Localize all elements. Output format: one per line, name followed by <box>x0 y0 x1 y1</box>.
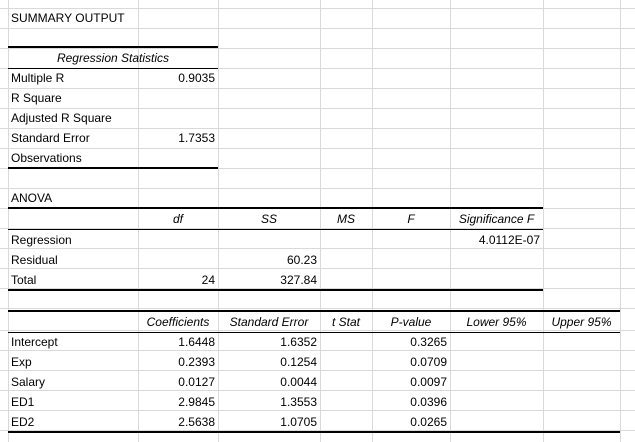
coef-cell: 0.3265 <box>410 335 447 349</box>
coef-row-label: Exp <box>11 355 32 369</box>
coef-cell: 0.0097 <box>410 375 447 389</box>
coef-cell: 0.0127 <box>178 375 215 389</box>
coef-col-header: Standard Error <box>229 315 309 329</box>
stat-value: 0.9035 <box>178 71 215 85</box>
coef-col-header: Coefficients <box>146 315 210 329</box>
anova-col-header: SS <box>260 212 277 226</box>
coef-cell: 1.3553 <box>280 395 317 409</box>
anova-col-header: df <box>172 212 183 226</box>
coef-cell: 0.1254 <box>280 355 317 369</box>
anova-cell: 4.0112E-07 <box>478 233 540 247</box>
coef-cell: 1.6448 <box>178 335 215 349</box>
anova-cell: 327.84 <box>280 273 317 287</box>
anova-cell: 60.23 <box>286 253 317 267</box>
anova-row-label: Residual <box>11 253 58 267</box>
anova-col-header: Significance F <box>458 212 535 226</box>
anova-title: ANOVA <box>11 191 53 205</box>
coef-cell: 0.0044 <box>280 375 317 389</box>
stat-label: Adjusted R Square <box>11 111 112 125</box>
coef-cell: 0.0709 <box>410 355 447 369</box>
regression-statistics-header: Regression Statistics <box>56 51 170 65</box>
stat-value <box>138 88 218 108</box>
coef-col-header: Upper 95% <box>551 315 612 329</box>
anova-col-header: MS <box>337 212 355 226</box>
stat-value: 1.7353 <box>178 131 215 145</box>
stat-value <box>138 148 218 168</box>
table-border <box>8 431 620 433</box>
anova-row-label: Total <box>11 273 37 287</box>
stat-label: Standard Error <box>11 131 90 145</box>
gridline <box>0 28 635 29</box>
coef-cell: 0.0396 <box>410 395 447 409</box>
coef-row-label: ED1 <box>11 395 35 409</box>
coef-cell: 2.9845 <box>178 395 215 409</box>
coef-row-label: Salary <box>11 375 46 389</box>
coef-cell: 1.0705 <box>280 415 317 429</box>
coef-col-header: P-value <box>390 315 432 329</box>
stat-value <box>138 108 218 128</box>
anova-cell: 24 <box>201 273 215 287</box>
anova-col-header: F <box>407 212 415 226</box>
stat-label: R Square <box>11 91 62 105</box>
gridline <box>0 308 635 309</box>
coef-cell: 1.6352 <box>280 335 317 349</box>
gridline <box>620 0 621 442</box>
table-border <box>8 289 543 291</box>
stat-label: Multiple R <box>11 71 65 85</box>
coef-cell: 0.0265 <box>410 415 447 429</box>
coef-row-label: Intercept <box>11 335 58 349</box>
coef-cell: 0.2393 <box>178 355 215 369</box>
coef-col-header: t Stat <box>331 315 360 329</box>
gridline <box>543 0 544 442</box>
coef-row-label: ED2 <box>11 415 35 429</box>
summary-title: SUMMARY OUTPUT <box>11 11 125 25</box>
coef-col-header: Lower 95% <box>466 315 527 329</box>
coef-cell: 2.5638 <box>178 415 215 429</box>
table-border <box>8 167 218 169</box>
anova-row-label: Regression <box>11 233 72 247</box>
stat-label: Observations <box>11 151 82 165</box>
